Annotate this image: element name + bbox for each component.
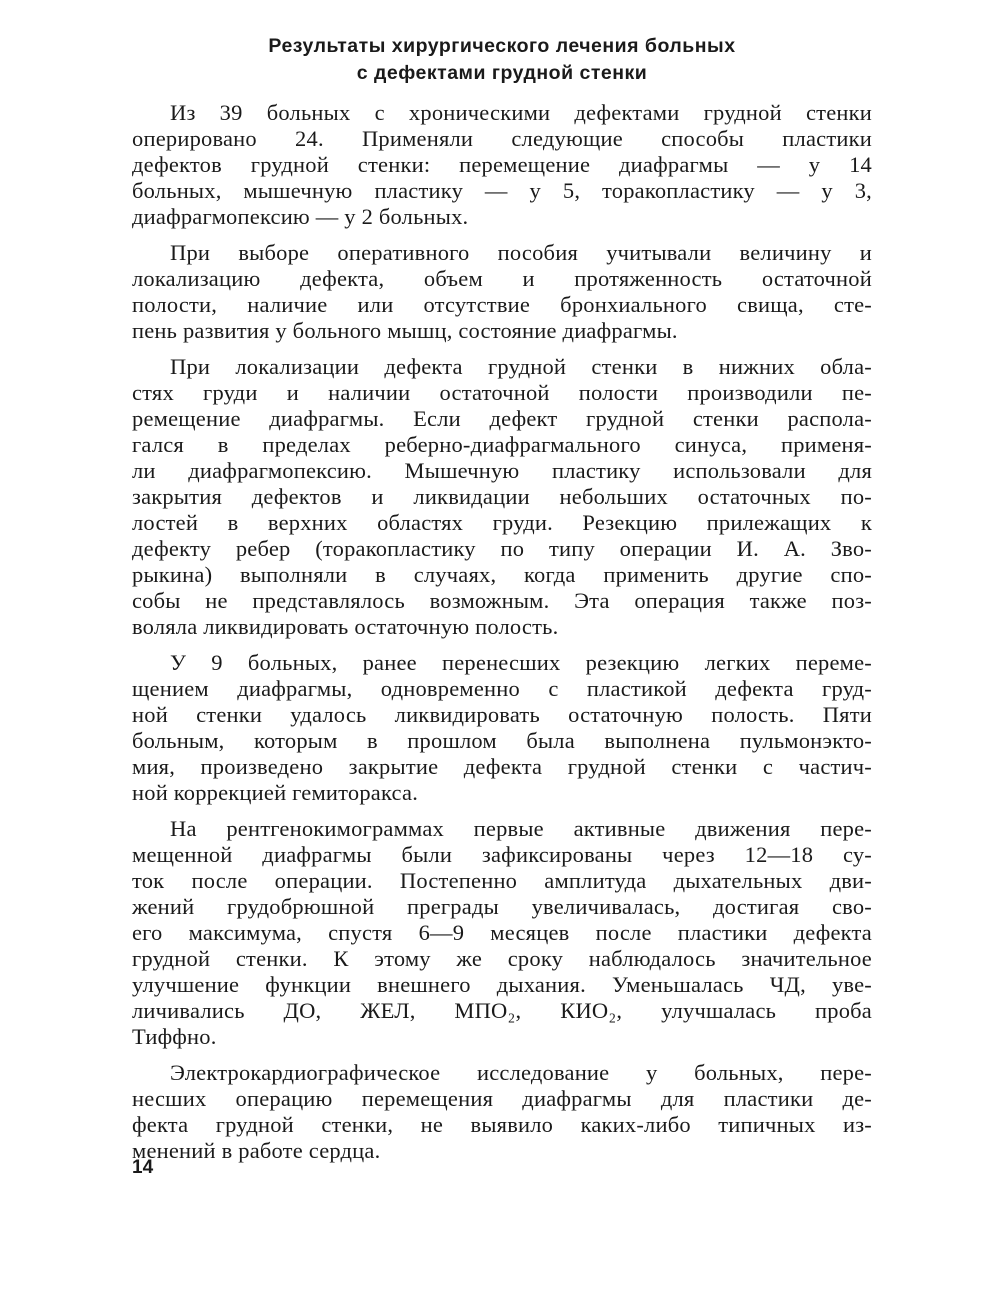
text-line: рыкина) выполняли в случаях, когда применить другие спо- — [132, 562, 872, 587]
section-title-line-2: с дефектами грудной стенки — [356, 62, 648, 84]
text-line: мещенной диафрагмы были зафиксированы через 12—18 су- — [132, 842, 872, 867]
text-line: личивались ДО, ЖЕЛ, МПО₂, КИО₂, улучшалась проба — [132, 998, 872, 1023]
text-line: локализацию дефекта, объем и протяженность остаточной — [132, 266, 872, 291]
text-line: стях груди и наличии остаточной полости производили пе- — [132, 380, 872, 405]
text-line: менений в работе сердца. — [132, 1138, 381, 1163]
text-line: дефектов грудной стенки: перемещение диафрагмы — у 14 — [132, 152, 872, 177]
text-line: щением диафрагмы, одновременно с пластикой дефекта груд- — [132, 676, 872, 701]
paragraph-1 — [132, 100, 872, 230]
text-line: грудной стенки. К этому же сроку наблюдалось значительное — [132, 946, 872, 971]
text-line: несших операцию перемещения диафрагмы для пластики де- — [132, 1086, 872, 1111]
text-line: ремещение диафрагмы. Если дефект грудной стенки распола- — [132, 406, 872, 431]
text-line: ли диафрагмопексию. Мышечную пластику использовали для — [132, 458, 872, 483]
paragraph-3 — [132, 354, 872, 640]
text-line: пень развития у больного мышц, состояние диафрагмы. — [132, 318, 678, 343]
text-line: Из 39 больных с хроническими дефектами грудной стенки — [170, 100, 872, 125]
text-line: закрытия дефектов и ликвидации небольших остаточных по- — [132, 484, 872, 509]
text-line: больным, которым в прошлом была выполнена пульмонэкто- — [132, 728, 872, 753]
text-line: улучшение функции внешнего дыхания. Уменьшалась ЧД, уве- — [132, 972, 872, 997]
text-line: больных, мышечную пластику — у 5, торакопластику — у 3, — [132, 178, 872, 203]
text-line: ной коррекцией гемиторакса. — [132, 780, 419, 805]
section-title — [132, 33, 872, 87]
text-line: полости, наличие или отсутствие бронхиального свища, сте- — [132, 292, 872, 317]
text-line: мия, произведено закрытие дефекта грудной стенки с частич- — [132, 754, 872, 779]
text-line: На рентгенокимограммах первые активные движения пере- — [170, 816, 872, 841]
paragraph-5 — [132, 816, 872, 1050]
text-line: дефекту ребер (торакопластику по типу операции И. А. Зво- — [132, 536, 872, 561]
text-line: диафрагмопексию — у 2 больных. — [132, 204, 469, 229]
page-number: 14 — [132, 1157, 154, 1178]
text-line: гался в пределах реберно-диафрагмального синуса, применя- — [132, 432, 872, 457]
text-line: оперировано 24. Применяли следующие способы пластики — [132, 126, 872, 151]
text-line: жений грудобрюшной преграды увеличивалась, достигая сво- — [132, 894, 872, 919]
text-line: ток после операции. Постепенно амплитуда дыхательных дви- — [132, 868, 872, 893]
text-line: собы не представлялось возможным. Эта операция также поз- — [132, 588, 872, 613]
text-line: его максимума, спустя 6—9 месяцев после пластики дефекта — [132, 920, 872, 945]
paragraph-6 — [132, 1060, 872, 1164]
text-line: У 9 больных, ранее перенесших резекцию легких переме- — [170, 650, 872, 675]
paragraph-2 — [132, 240, 872, 344]
section-title-line-1: Результаты хирургического лечения больных — [268, 35, 736, 57]
text-line: Тиффно. — [132, 1024, 217, 1049]
text-line: При локализации дефекта грудной стенки в нижних обла- — [170, 354, 872, 379]
text-line: Электрокардиографическое исследование у больных, пере- — [170, 1060, 872, 1085]
text-line: фекта грудной стенки, не выявило каких-либо типичных из- — [132, 1112, 872, 1137]
text-line: При выборе оперативного пособия учитывали величину и — [170, 240, 872, 265]
text-line: воляла ликвидировать остаточную полость. — [132, 614, 559, 639]
text-line: ной стенки удалось ликвидировать остаточную полость. Пяти — [132, 702, 872, 727]
text-line: лостей в верхних областях груди. Резекцию прилежащих к — [132, 510, 872, 535]
paragraph-4 — [132, 650, 872, 806]
body-text — [132, 100, 872, 1174]
